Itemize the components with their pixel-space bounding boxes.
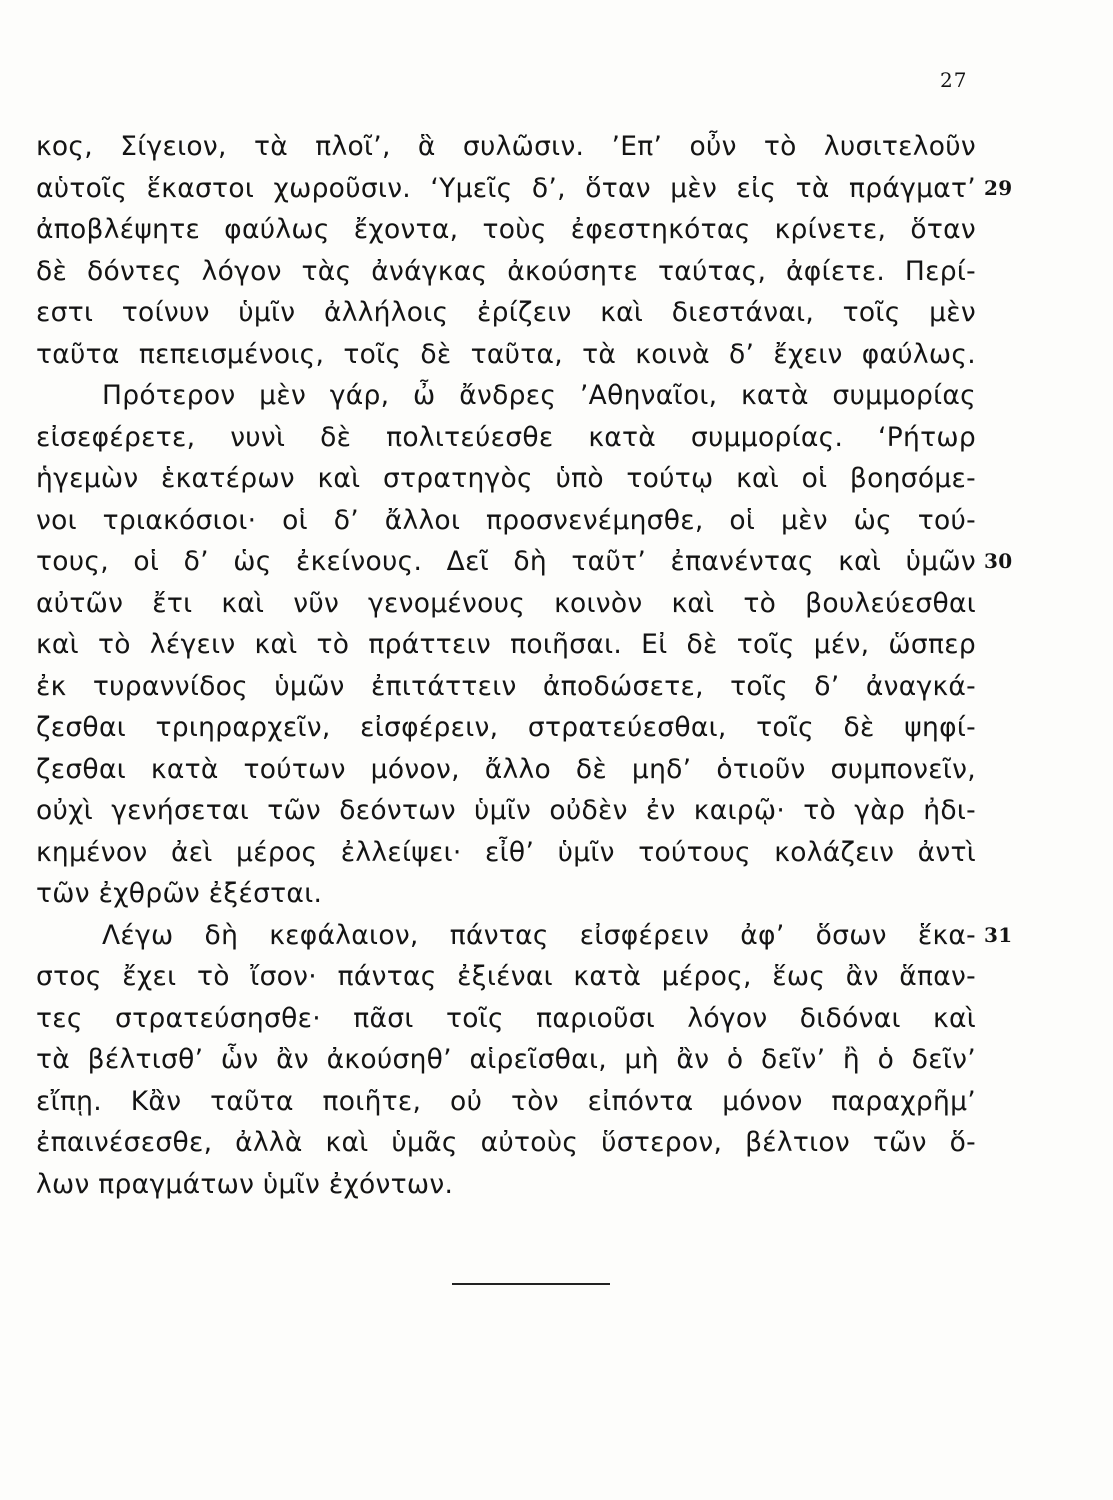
text-line bbox=[36, 707, 976, 749]
line-text: ἀποβλέψητε φαύλως ἔχοντα, τοὺς ἐφεστηκότας κρίνετε, ὅταν bbox=[36, 214, 976, 245]
text-line bbox=[36, 1164, 976, 1206]
text-line bbox=[36, 126, 976, 168]
text-line bbox=[36, 749, 976, 791]
line-text: κημένον ἀεὶ μέρος ἐλλείψει· εἶθ’ ὑμῖν τούτους κολάζειν ἀντὶ bbox=[36, 836, 976, 868]
section-number: 31 bbox=[984, 922, 1013, 947]
line-text: ἐκ τυραννίδος ὑμῶν ἐπιτάττειν ἀποδώσετε, τοῖς δ’ ἀναγκά- bbox=[36, 670, 976, 702]
text-line bbox=[36, 292, 976, 334]
text-line bbox=[36, 873, 976, 915]
text-line bbox=[36, 790, 976, 832]
line-text: τὰ βέλτισθ’ ὧν ἂν ἀκούσηθ’ αἱρεῖσθαι, μὴ ἂν ὁ δεῖν’ ἢ ὁ δεῖν’ bbox=[36, 1044, 976, 1075]
text-line bbox=[36, 832, 976, 874]
body-text bbox=[36, 126, 1013, 1205]
text-line bbox=[36, 168, 1013, 210]
line-text: ἡγεμὼν ἑκατέρων καὶ στρατηγὸς ὑπὸ τούτῳ καὶ οἱ βοησόμε- bbox=[36, 463, 976, 494]
text-line bbox=[36, 334, 976, 376]
text-line bbox=[36, 1081, 976, 1123]
line-text: αὑτοῖς ἕκαστοι χωροῦσιν. ‘Υμεῖς δ’, ὅταν μὲν εἰς τὰ πράγματ’ bbox=[36, 172, 976, 204]
line-text: τῶν ἐχθρῶν ἐξέσται. bbox=[36, 878, 323, 909]
line-text: αὐτῶν ἔτι καὶ νῦν γενομένους κοινὸν καὶ τὸ βουλεύεσθαι bbox=[36, 587, 976, 619]
text-line bbox=[36, 251, 976, 293]
line-text: λων πραγμάτων ὑμῖν ἐχόντων. bbox=[36, 1168, 454, 1200]
line-text: νοι τριακόσιοι· οἱ δ’ ἄλλοι προσνενέμησθε, οἱ μὲν ὡς τού- bbox=[36, 504, 976, 536]
line-text: κος, Σίγειον, τὰ πλοῖ’, ἃ συλῶσιν. ’Επ’ οὖν τὸ λυσιτελοῦν bbox=[36, 131, 976, 162]
section-number: 29 bbox=[984, 175, 1013, 200]
line-text: καὶ τὸ λέγειν καὶ τὸ πράττειν ποιῆσαι. Εἰ δὲ τοῖς μέν, ὥσπερ bbox=[36, 629, 976, 660]
text-line bbox=[36, 956, 976, 998]
line-text: εστι τοίνυν ὑμῖν ἀλλήλοις ἐρίζειν καὶ διεστάναι, τοῖς μὲν bbox=[36, 297, 976, 328]
line-text: οὐχὶ γενήσεται τῶν δεόντων ὑμῖν οὐδὲν ἐν καιρῷ· τὸ γὰρ ἠδι- bbox=[36, 795, 976, 826]
text-line bbox=[36, 1122, 976, 1164]
line-text: εἴπῃ. Κἂν ταῦτα ποιῆτε, οὐ τὸν εἰπόντα μόνον παραχρῆμ’ bbox=[36, 1085, 976, 1117]
line-text: ἐπαινέσεσθε, ἀλλὰ καὶ ὑμᾶς αὐτοὺς ὕστερον, βέλτιον τῶν ὅ- bbox=[36, 1127, 976, 1158]
text-line bbox=[36, 458, 976, 500]
line-text: εἰσεφέρετε, νυνὶ δὲ πολιτεύεσθε κατὰ συμμορίας. ‘Ρήτωρ bbox=[36, 421, 976, 453]
line-text: δὲ δόντες λόγον τὰς ἀνάγκας ἀκούσητε ταύτας, ἀφίετε. Περί- bbox=[36, 255, 976, 287]
text-line bbox=[36, 583, 976, 625]
text-line bbox=[36, 375, 976, 417]
text-line bbox=[36, 541, 1013, 583]
line-text: ταῦτα πεπεισμένοις, τοῖς δὲ ταῦτα, τὰ κοινὰ δ’ ἔχειν φαύλως. bbox=[36, 338, 976, 370]
section-divider bbox=[452, 1283, 610, 1285]
text-line bbox=[36, 624, 976, 666]
line-text: Λέγω δὴ κεφάλαιον, πάντας εἰσφέρειν ἀφ’ ὅσων ἕκα- bbox=[102, 919, 976, 951]
text-line bbox=[36, 1039, 976, 1081]
line-text: ζεσθαι τριηραρχεῖν, εἰσφέρειν, στρατεύεσθαι, τοῖς δὲ ψηφί- bbox=[36, 712, 976, 743]
line-text: ζεσθαι κατὰ τούτων μόνον, ἄλλο δὲ μηδ’ ὁτιοῦν συμπονεῖν, bbox=[36, 753, 976, 785]
line-text: στος ἔχει τὸ ἴσον· πάντας ἐξιέναι κατὰ μέρος, ἕως ἂν ἅπαν- bbox=[36, 961, 976, 992]
line-text: τους, οἱ δ’ ὡς ἐκείνους. Δεῖ δὴ ταῦτ’ ἐπανέντας καὶ ὑμῶν bbox=[36, 546, 976, 577]
text-line bbox=[36, 417, 976, 459]
text-line bbox=[36, 666, 976, 708]
line-text: τες στρατεύσησθε· πᾶσι τοῖς παριοῦσι λόγον διδόναι καὶ bbox=[36, 1002, 976, 1034]
text-line bbox=[36, 500, 976, 542]
text-line bbox=[36, 915, 1013, 957]
text-line bbox=[36, 209, 976, 251]
line-text: Πρότερον μὲν γάρ, ὦ ἄνδρες ’Αθηναῖοι, κατὰ συμμορίας bbox=[102, 380, 976, 411]
section-number: 30 bbox=[984, 549, 1013, 573]
page-number: 27 bbox=[940, 68, 968, 92]
text-line bbox=[36, 998, 976, 1040]
